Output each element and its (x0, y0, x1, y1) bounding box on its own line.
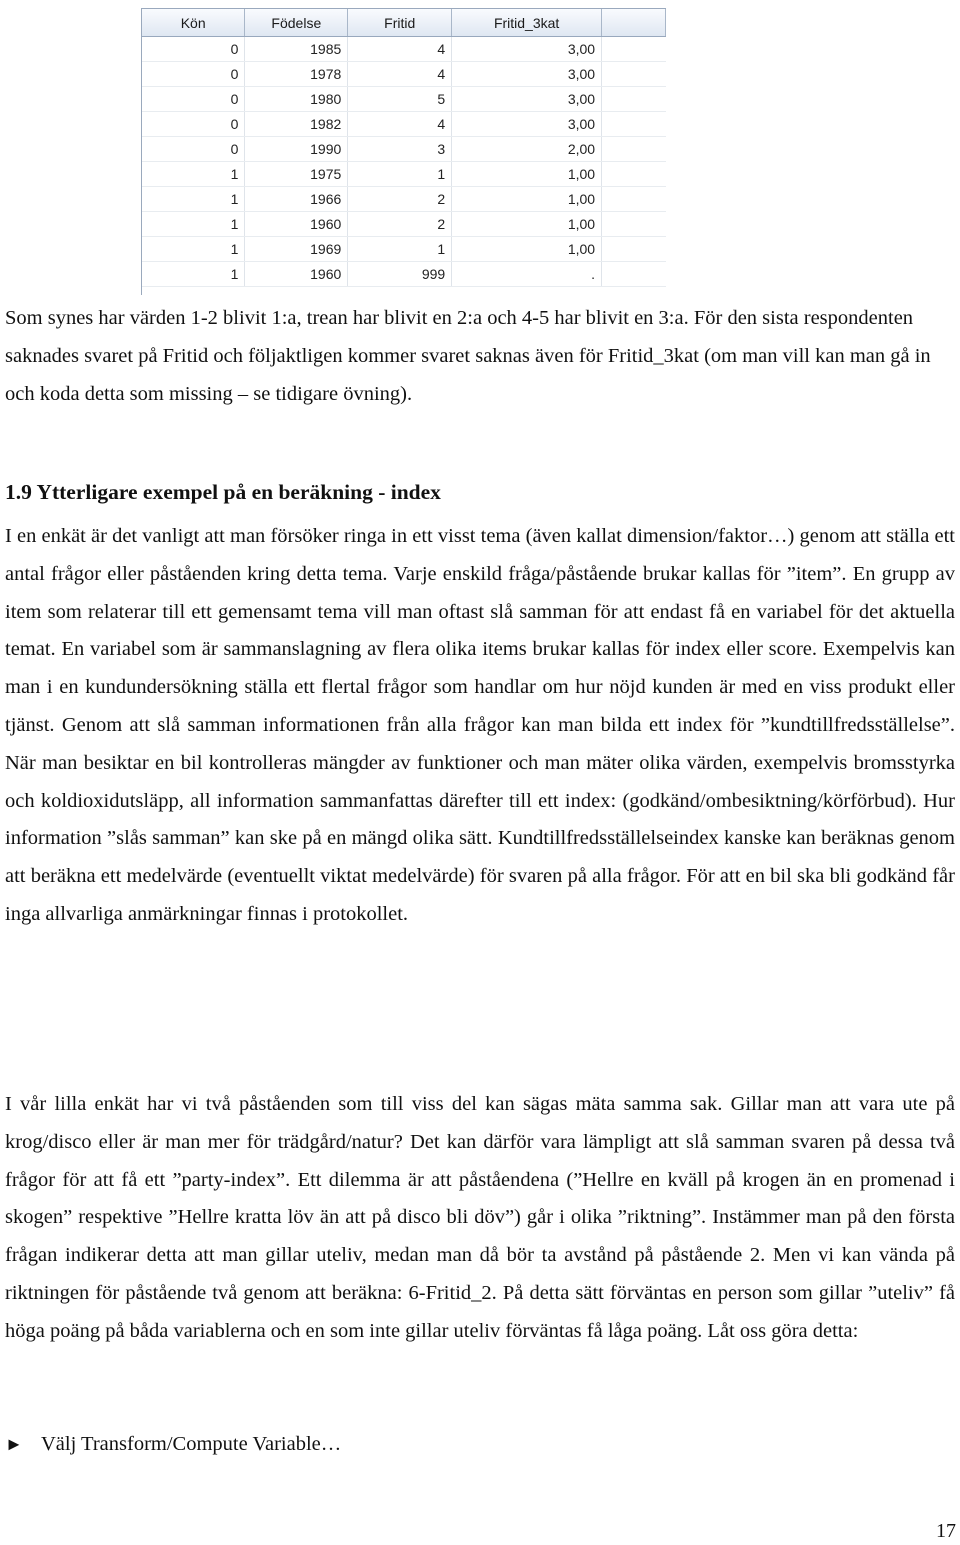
instruction-text: Välj Transform/Compute Variable… (41, 1433, 342, 1455)
cell-fritid[interactable]: 2 (348, 187, 452, 212)
cell-fodelse[interactable]: 1985 (245, 37, 348, 62)
cell-fodelse[interactable]: 1966 (245, 187, 348, 212)
cell-fritid-3kat[interactable]: 3,00 (452, 37, 602, 62)
table-row (142, 137, 666, 162)
cell-empty[interactable] (602, 137, 666, 162)
cell-fodelse[interactable]: 1975 (245, 162, 348, 187)
cell-fritid[interactable]: 3 (348, 137, 452, 162)
cell-empty[interactable] (602, 262, 666, 287)
cell-kon[interactable]: 1 (142, 162, 245, 187)
cell-fritid[interactable]: 5 (348, 87, 452, 112)
page-number: 17 (936, 1520, 956, 1542)
instruction-bullet (5, 1426, 341, 1464)
cell-kon[interactable]: 0 (142, 37, 245, 62)
cell-kon[interactable]: 1 (142, 187, 245, 212)
column-header-fritid[interactable]: Fritid (348, 9, 452, 37)
column-header-fritid-3kat[interactable]: Fritid_3kat (452, 9, 602, 37)
cell-fritid-3kat[interactable]: 3,00 (452, 62, 602, 87)
cell-kon[interactable]: 1 (142, 262, 245, 287)
cell-fritid-3kat[interactable]: 1,00 (452, 212, 602, 237)
table-row (142, 162, 666, 187)
cell-fritid[interactable]: 4 (348, 62, 452, 87)
cell-fritid-3kat[interactable]: 3,00 (452, 112, 602, 137)
table-row (142, 87, 666, 112)
cell-fritid-3kat[interactable]: 1,00 (452, 187, 602, 212)
cell-empty[interactable] (602, 212, 666, 237)
column-header-empty[interactable] (602, 9, 666, 37)
paragraph-recode-result: Som synes har värden 1-2 blivit 1:a, trean har blivit en 2:a och 4-5 har blivit en 3:a. För den sista respondenten saknades svaret på Fritid och följaktligen kommer svaret saknas även för Fritid_3kat (om man vill kan man gå in och koda detta som missing – se tidigare övning). (5, 307, 931, 405)
cell-fritid[interactable]: 2 (348, 212, 452, 237)
cell-fodelse[interactable]: 1982 (245, 112, 348, 137)
cell-empty[interactable] (602, 162, 666, 187)
paragraph-party-index: I vår lilla enkät har vi två påståenden som till viss del kan sägas mäta samma sak. Gillar man att vara ute på krog/disco eller är man mer för trädgård/natur? Det kan därför vara lämpligt att slå samman svaren på dessa två frågor för att få ett ”party-index”. Ett dilemma är att påståendena (”Hellre en kväll på krogen än en promenad i skogen” respektive ”Hellre kratta löv än att på disco bli döv”) går i olika ”riktning”. Instämmer man på den första frågan indikerar detta att man gillar uteliv, medan man då bör ta avstånd på påstående 2. Men vi kan vända på riktningen för påstående två genom att beräkna: 6-Fritid_2. På detta sätt förväntas en person som gillar ”uteliv” få höga poäng på båda variablerna och en som inte gillar uteliv förväntas få låga poäng. Låt oss göra detta: (5, 1093, 955, 1342)
cell-empty[interactable] (602, 237, 666, 262)
table-row (142, 187, 666, 212)
table-row (142, 212, 666, 237)
cell-empty[interactable] (602, 187, 666, 212)
cell-kon[interactable]: 1 (142, 237, 245, 262)
column-header-row (142, 9, 666, 37)
cell-kon[interactable]: 0 (142, 87, 245, 112)
table-row (142, 262, 666, 287)
cell-fodelse[interactable]: 1990 (245, 137, 348, 162)
table-row (142, 237, 666, 262)
column-header-fodelse[interactable]: Födelse (245, 9, 348, 37)
cell-fritid-3kat[interactable]: 1,00 (452, 237, 602, 262)
paragraph-index-intro: I en enkät är det vanligt att man försöker ringa in ett visst tema (även kallat dimension/faktor…) genom att ställa ett antal frågor eller påståenden kring detta tema. Varje enskild fråga/påstående brukar kallas för ”item”. En grupp av item som relaterar till ett gemensamt tema vill man oftast slå samman för att endast få en variabel för det aktuella temat. En variabel som är sammanslagning av flera olika items brukar kallas för index eller score. Exempelvis kan man i en kundundersökning ställa ett flertal frågor som handlar om hur nöjd kunden är med en viss produkt eller tjänst. Genom att slå samman informationen från alla frågor kan man bilda ett index för ”kundtillfredsställelse”. När man besiktar en bil kontrolleras mängder av funktioner och man mäter olika värden, exempelvis bromsstyrka och koldioxidutsläpp, all information sammanfattas därefter till ett index: (godkänd/ombesiktning/körförbud). Hur information ”slås samman” kan ske på en mängd olika sätt. Kundtillfredsställelseindex kanske kan beräknas genom att beräkna ett medelvärde (eventuellt viktat medelvärde) för svaren på alla frågor. För att en bil ska bli godkänd får inga allvarliga anmärkningar finnas i protokollet. (5, 525, 955, 925)
column-header-kon[interactable]: Kön (142, 9, 245, 37)
cell-kon[interactable]: 0 (142, 137, 245, 162)
table-row (142, 37, 666, 62)
cell-fodelse[interactable]: 1980 (245, 87, 348, 112)
cell-fritid-3kat[interactable]: 2,00 (452, 137, 602, 162)
cell-kon[interactable]: 0 (142, 62, 245, 87)
cell-fodelse[interactable]: 1969 (245, 237, 348, 262)
cell-fritid-3kat[interactable]: 1,00 (452, 162, 602, 187)
table-row (142, 112, 666, 137)
cell-fritid[interactable]: 1 (348, 162, 452, 187)
cell-fritid-3kat[interactable]: . (452, 262, 602, 287)
section-heading: 1.9 Ytterligare exempel på en beräkning - index (5, 480, 441, 504)
cell-empty[interactable] (602, 37, 666, 62)
cell-fodelse[interactable]: 1960 (245, 262, 348, 287)
cell-fritid[interactable]: 4 (348, 37, 452, 62)
table-row (142, 62, 666, 87)
cell-fodelse[interactable]: 1960 (245, 212, 348, 237)
cell-empty[interactable] (602, 112, 666, 137)
cell-empty[interactable] (602, 87, 666, 112)
cell-fodelse[interactable]: 1978 (245, 62, 348, 87)
cell-fritid[interactable]: 999 (348, 262, 452, 287)
cell-kon[interactable]: 0 (142, 112, 245, 137)
data-grid (142, 9, 666, 287)
cell-empty[interactable] (602, 62, 666, 87)
cell-fritid-3kat[interactable]: 3,00 (452, 87, 602, 112)
arrow-right-icon: ► (5, 1434, 23, 1454)
spss-data-view (141, 8, 666, 295)
cell-kon[interactable]: 1 (142, 212, 245, 237)
cell-fritid[interactable]: 4 (348, 112, 452, 137)
cell-fritid[interactable]: 1 (348, 237, 452, 262)
